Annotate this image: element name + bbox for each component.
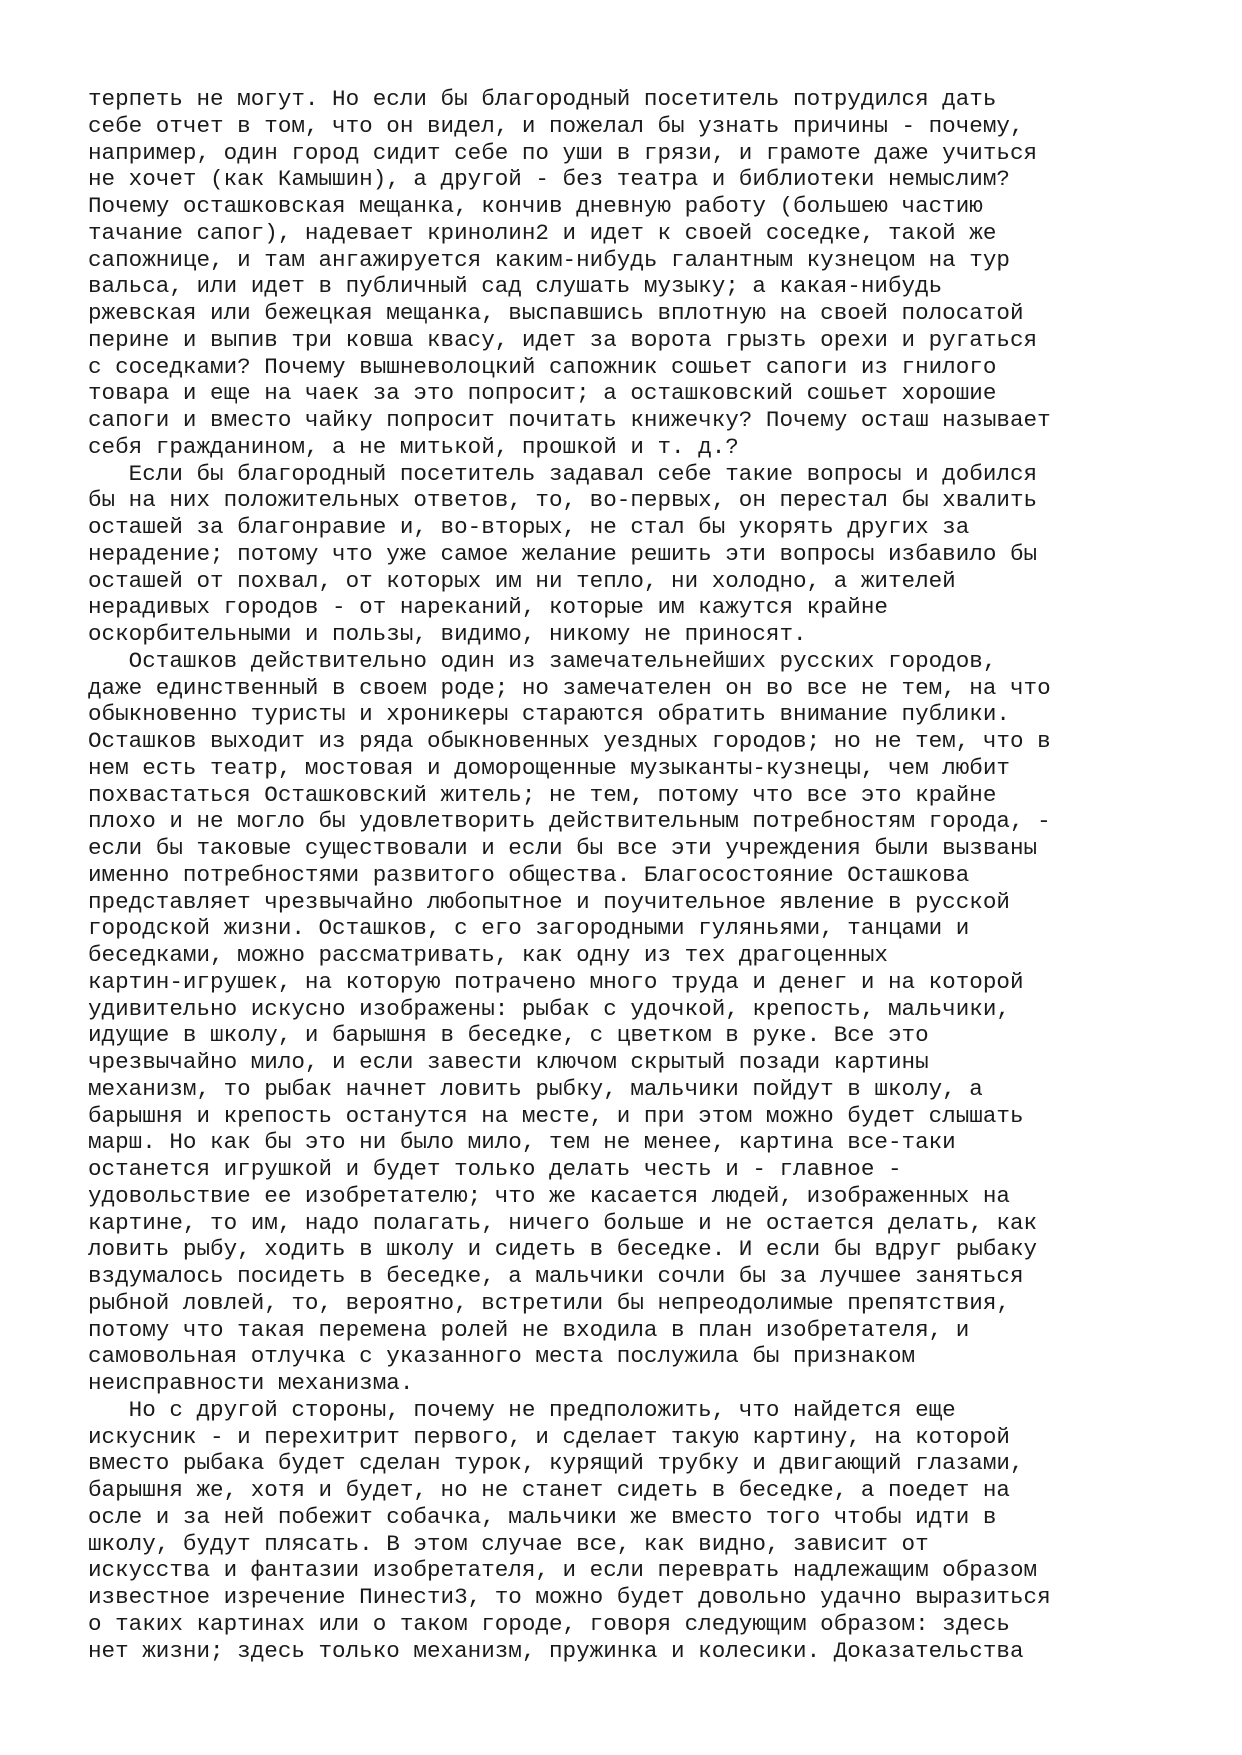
text-line: себе отчет в том, что он видел, и пожелал бы узнать причины - почему,: [88, 112, 1024, 139]
text-line: Осташков действительно один из замечательнейших русских городов,: [88, 647, 997, 674]
text-line: тачание сапог), надевает кринолин2 и идет к своей соседке, такой же: [88, 219, 997, 246]
text-line: даже единственный в своем роде; но замечателен он во все не тем, на что: [88, 674, 1051, 701]
text-line: с соседками? Почему вышневолоцкий сапожник сошьет сапоги из гнилого: [88, 353, 997, 380]
text-line: ржевская или бежецкая мещанка, выспавшись вплотную на своей полосатой: [88, 300, 1024, 326]
text-line: вместо рыбака будет сделан турок, курящий трубку и двигающий глазами,: [88, 1450, 1024, 1477]
text-line: идущие в школу, и барышня в беседке, с цветком в руке. Все это: [88, 1022, 929, 1049]
text-line: Но с другой стороны, почему не предположить, что найдется еще: [88, 1396, 956, 1423]
text-line: барышня же, хотя и будет, но не станет сидеть в беседке, а поедет на: [88, 1477, 1010, 1503]
text-line: представляет чрезвычайно любопытное и поучительное явление в русской: [88, 888, 1010, 915]
text-line: осташей от похвал, от которых им ни тепло, ни холодно, а жителей: [88, 567, 956, 594]
text-line: известное изречение Пинести3, то можно будет довольно удачно выразиться: [88, 1584, 1051, 1610]
text-line: нет жизни; здесь только механизм, пружинка и колесики. Доказательства: [88, 1637, 1024, 1664]
text-line: Если бы благородный посетитель задавал себе такие вопросы и добился: [88, 460, 1038, 487]
text-line: Осташков выходит из ряда обыкновенных уездных городов; но не тем, что в: [88, 728, 1051, 754]
text-line: барышня и крепость останутся на месте, и при этом можно будет слышать: [88, 1102, 1024, 1129]
text-line: останется игрушкой и будет только делать честь и - главное -: [88, 1156, 902, 1182]
text-line: Почему осташковская мещанка, кончив дневную работу (большею частию: [88, 193, 983, 219]
text-line: чрезвычайно мило, и если завести ключом скрытый позади картины: [88, 1049, 929, 1075]
text-line: городской жизни. Осташков, с его загородными гуляньями, танцами и: [88, 915, 970, 942]
text-line: о таких картинах или о таком городе, говоря следующим образом: здесь: [88, 1610, 1010, 1637]
text-line: картин-игрушек, на которую потрачено много труда и денег и на которой: [88, 968, 1024, 995]
text-line: сапоги и вместо чайку попросит почитать книжечку? Почему осташ называет: [88, 407, 1051, 433]
text-line: не хочет (как Камышин), а другой - без театра и библиотеки немыслим?: [88, 166, 1010, 193]
text-line: товара и еще на чаек за это попросит; а осташковский сошьет хорошие: [88, 380, 997, 407]
text-line: удовольствие ее изобретателю; что же касается людей, изображенных на: [88, 1182, 1010, 1209]
text-line: именно потребностями развитого общества. Благосостояние Осташкова: [88, 861, 970, 888]
text-line: осле и за ней побежит собачка, мальчики же вместо того чтобы идти в: [88, 1503, 997, 1530]
text-line: осташей за благонравие и, во-вторых, не стал бы укорять других за: [88, 514, 970, 540]
text-line: потому что такая перемена ролей не входила в план изобретателя, и: [88, 1316, 970, 1343]
text-line: механизм, то рыбак начнет ловить рыбку, мальчики пойдут в школу, а: [88, 1075, 983, 1102]
text-line: если бы таковые существовали и если бы все эти учреждения были вызваны: [88, 835, 1038, 861]
body-text: [88, 86, 1178, 1664]
text-line: неисправности механизма.: [88, 1370, 414, 1396]
text-line: школу, будут плясать. В этом случае все, как видно, зависит от: [88, 1530, 929, 1557]
text-line: марш. Но как бы это ни было мило, тем не менее, картина все-таки: [88, 1129, 956, 1156]
text-line: беседками, можно рассматривать, как одну из тех драгоценных: [88, 942, 888, 968]
text-line: нерадение; потому что уже самое желание решить эти вопросы избавило бы: [88, 540, 1038, 567]
text-line: себя гражданином, а не митькой, прошкой и т. д.?: [88, 433, 739, 460]
text-line: удивительно искусно изображены: рыбак с удочкой, крепость, мальчики,: [88, 995, 1010, 1022]
text-line: перине и выпив три ковша квасу, идет за ворота грызть орехи и ругаться: [88, 326, 1038, 353]
text-line: ловить рыбу, ходить в школу и сидеть в беседке. И если бы вдруг рыбаку: [88, 1236, 1038, 1263]
text-line: сапожнице, и там ангажируется каким-нибудь галантным кузнецом на тур: [88, 246, 1010, 273]
text-line: вздумалось посидеть в беседке, а мальчики сочли бы за лучшее заняться: [88, 1263, 1024, 1289]
text-line: обыкновенно туристы и хроникеры стараются обратить внимание публики.: [88, 701, 1010, 728]
text-line: оскорбительными и пользы, видимо, никому не приносят.: [88, 621, 807, 647]
text-line: нем есть театр, мостовая и доморощенные музыканты-кузнецы, чем любит: [88, 754, 1010, 781]
text-line: плохо и не могло бы удовлетворить действительным потребностям города, -: [88, 808, 1051, 835]
text-line: искусства и фантазии изобретателя, и если переврать надлежащим образом: [88, 1557, 1038, 1584]
text-line: терпеть не могут. Но если бы благородный посетитель потрудился дать: [88, 86, 997, 112]
text-line: нерадивых городов - от нареканий, которые им кажутся крайне: [88, 594, 888, 621]
text-line: картине, то им, надо полагать, ничего больше и не остается делать, как: [88, 1209, 1038, 1236]
text-line: бы на них положительных ответов, то, во-первых, он перестал бы хвалить: [88, 487, 1038, 514]
text-line: вальса, или идет в публичный сад слушать музыку; а какая-нибудь: [88, 273, 943, 300]
text-line: рыбной ловлей, то, вероятно, встретили бы непреодолимые препятствия,: [88, 1289, 1010, 1316]
text-line: искусник - и перехитрит первого, и сделает такую картину, на которой: [88, 1423, 1010, 1450]
text-line: например, один город сидит себе по уши в грязи, и грамоте даже учиться: [88, 139, 1038, 166]
text-line: самовольная отлучка с указанного места послужила бы признаком: [88, 1343, 916, 1370]
text-line: похвастаться Осташковский житель; не тем, потому что все это крайне: [88, 781, 997, 808]
